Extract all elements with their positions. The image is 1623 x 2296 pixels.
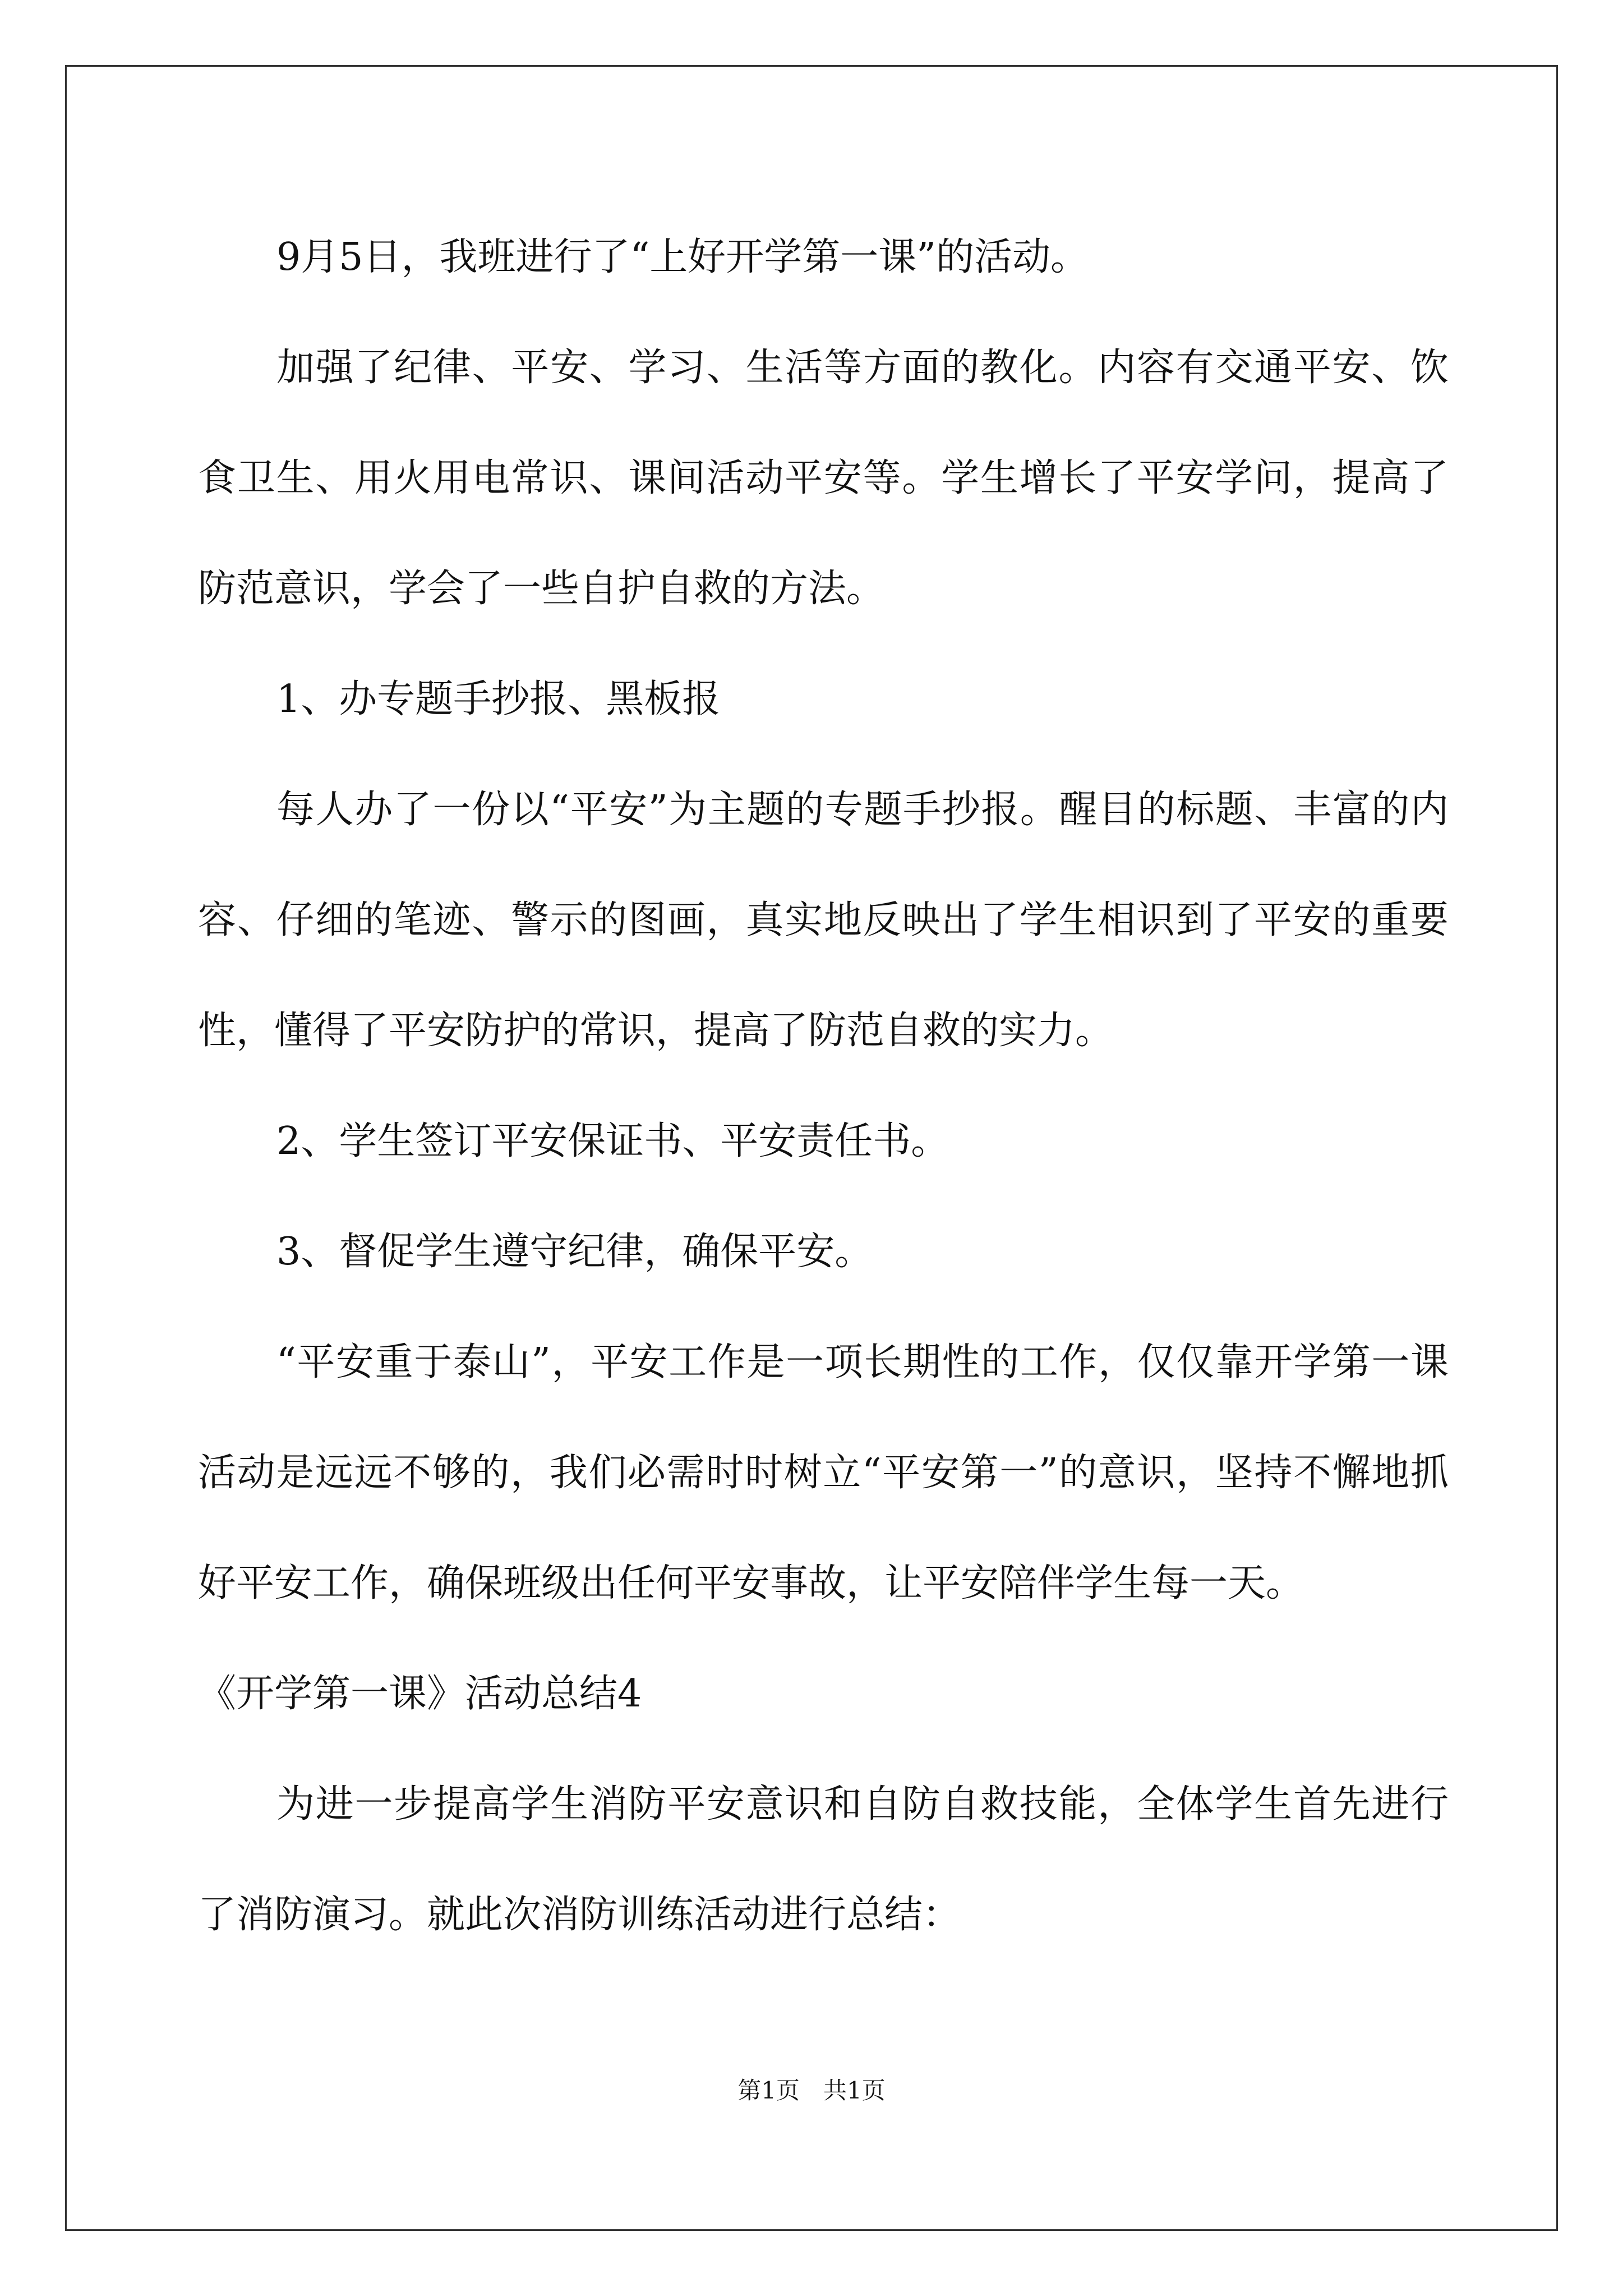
document-body [198, 202, 1449, 1970]
paragraph-education: 加强了纪律、平安、学习、生活等方面的教化。内容有交通平安、饮食卫生、用火用电常识、课间活动平安等。学生增长了平安学问，提高了防范意识，学会了一些自护自救的方法。 [198, 346, 1449, 611]
paragraph-newspaper: 每人办了一份以“平安”为主题的专题手抄报。醒目的标题、丰富的内容、仔细的笔迹、警示的图画，真实地反映出了学生相识到了平安的重要性，懂得了平安防护的常识，提高了防范自救的实力。 [198, 788, 1449, 1053]
paragraph-safety: “平安重于泰山”，平安工作是一项长期性的工作，仅仅靠开学第一课活动是远远不够的，我们必需时时树立“平安第一”的意识，坚持不懈地抓好平安工作，确保班级出任何平安事故，让平安陪伴学生每一天。 [198, 1340, 1449, 1605]
page-footer: 第1页 共1页 [737, 2077, 886, 2104]
list-item-3: 3、督促学生遵守纪律，确保平安。 [276, 1230, 873, 1274]
list-item-2: 2、学生签订平安保证书、平安责任书。 [276, 1119, 949, 1163]
section-heading: 《开学第一课》活动总结4 [198, 1672, 642, 1716]
list-item-1: 1、办专题手抄报、黑板报 [276, 677, 721, 721]
paragraph-fire-drill: 为进一步提高学生消防平安意识和自防自救技能，全体学生首先进行了消防演习。就此次消防训练活动进行总结： [198, 1782, 1449, 1937]
paragraph-intro: 9月5日，我班进行了“上好开学第一课”的活动。 [276, 235, 1089, 279]
